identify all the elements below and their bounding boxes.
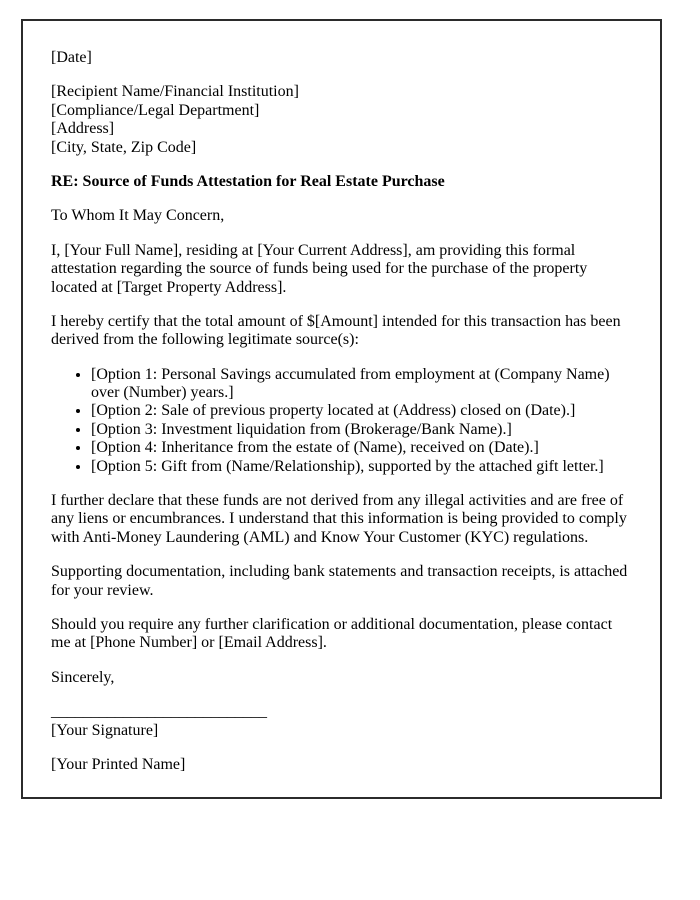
closing-line: Sincerely, xyxy=(51,668,115,686)
printed-name-line: [Your Printed Name] xyxy=(51,755,186,773)
letter-body xyxy=(21,19,662,799)
signature-block xyxy=(51,703,634,740)
recipient-department-line: [Compliance/Legal Department] xyxy=(51,101,260,119)
paragraph-intro: I, [Your Full Name], residing at [Your Current Address], am providing this formal attestation regarding the source of funds being used for the purchase of the property located at [Target Property Address]. xyxy=(51,241,588,296)
signature-rule: ___________________________ xyxy=(51,703,267,721)
list-item-option-2: • [Option 2: Sale of previous property located at (Address) closed on (Date).] xyxy=(91,402,634,420)
source-options-list xyxy=(51,366,634,476)
list-item-option-4: • [Option 4: Inheritance from the estate of (Name), received on (Date).] xyxy=(91,439,634,457)
paragraph-declare: I further declare that these funds are not derived from any illegal activities and are free of any liens or encumbrances. I understand that this information is being provided to comply with Anti-Money Laundering (AML) and Know Your Customer (KYC) regulations. xyxy=(51,492,627,546)
paragraph-supporting: Supporting documentation, including bank statements and transaction receipts, is attached for your review. xyxy=(51,563,628,599)
list-item-option-5: • [Option 5: Gift from (Name/Relationship), supported by the attached gift letter.] xyxy=(91,458,634,476)
signature-placeholder: [Your Signature] xyxy=(51,721,159,739)
recipient-name-line: [Recipient Name/Financial Institution] xyxy=(51,83,299,101)
recipient-city-line: [City, State, Zip Code] xyxy=(51,138,197,156)
salutation: To Whom It May Concern, xyxy=(51,207,225,225)
subject-line: RE: Source of Funds Attestation for Real Estate Purchase xyxy=(51,172,445,190)
recipient-address-block xyxy=(51,83,634,157)
date-placeholder: [Date] xyxy=(51,49,92,66)
list-item-option-3: • [Option 3: Investment liquidation from (Brokerage/Bank Name).] xyxy=(91,421,634,439)
paragraph-contact: Should you require any further clarification or additional documentation, please contact me at [Phone Number] or [Email Address]. xyxy=(51,615,613,652)
date-line xyxy=(51,49,634,67)
recipient-street-line: [Address] xyxy=(51,120,115,138)
paragraph-certify: I hereby certify that the total amount of $[Amount] intended for this transaction has been derived from the following legitimate source(s): xyxy=(51,312,621,349)
list-item-option-1: • [Option 1: Personal Savings accumulated from employment at (Company Name) over (Number) years.] xyxy=(91,366,634,403)
